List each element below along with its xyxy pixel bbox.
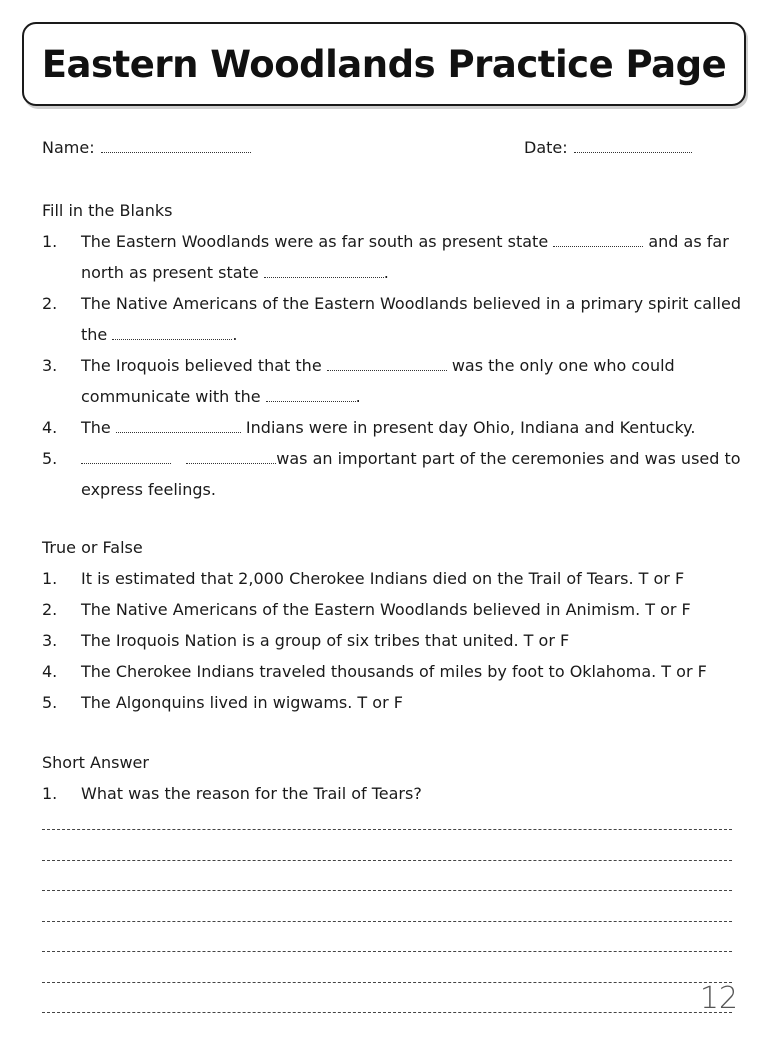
tf-item [42,563,742,594]
section-heading: Fill in the Blanks [42,201,173,220]
question-item [42,288,742,350]
answer-blank[interactable] [553,236,643,247]
true-or-false-section [42,532,742,718]
short-answer-item [42,778,742,809]
question-text: The Indians were in present day Ohio, Indiana and Kentucky. [81,418,696,437]
question-item [42,350,742,412]
question-text: The Iroquois believed that the was the only one who could communicate with the . [81,356,675,406]
question-text: What was the reason for the Trail of Tears? [81,784,422,803]
question-text: The Algonquins lived in wigwams. T or F [81,693,403,712]
question-number: 4. [42,662,58,681]
date-field [524,138,692,157]
answer-line[interactable] [42,829,732,860]
question-text: was an important part of the ceremonies and was used to express feelings. [81,449,741,499]
question-text: It is estimated that 2,000 Cherokee Indians died on the Trail of Tears. T or F [81,569,685,588]
question-number: 4. [42,418,58,437]
page-title: Eastern Woodlands Practice Page [41,42,727,86]
question-item [42,443,742,505]
question-number: 5. [42,449,58,468]
question-number: 3. [42,631,58,650]
page-number: 12 [699,981,738,1016]
section-heading: True or False [42,538,143,557]
name-field [42,138,251,157]
answer-blank[interactable] [327,360,447,371]
answer-blank[interactable] [116,422,241,433]
question-text: The Cherokee Indians traveled thousands of miles by foot to Oklahoma. T or F [81,662,707,681]
answer-line[interactable] [42,951,732,982]
answer-blank[interactable] [81,453,171,464]
name-line[interactable] [101,140,251,153]
question-item [42,412,742,443]
question-number: 1. [42,784,58,803]
question-number: 2. [42,294,58,313]
fill-in-the-blanks-section [42,195,742,505]
tf-item [42,687,742,718]
question-text: The Native Americans of the Eastern Woodlands believed in Animism. T or F [81,600,691,619]
answer-blank[interactable] [264,267,384,278]
answer-blank[interactable] [186,453,276,464]
question-item [42,226,742,288]
answer-lines[interactable] [42,829,732,1043]
short-answer-section [42,747,742,809]
question-number: 5. [42,693,58,712]
question-number: 1. [42,569,58,588]
answer-blank[interactable] [112,329,232,340]
question-text: The Eastern Woodlands were as far south as present state and as far north as present state . [81,232,729,282]
tf-item [42,656,742,687]
answer-blank[interactable] [266,391,356,402]
date-label: Date: [524,138,568,157]
answer-line[interactable] [42,921,732,952]
title-box [22,22,746,106]
question-number: 3. [42,356,58,375]
tf-item [42,594,742,625]
answer-line[interactable] [42,860,732,891]
section-heading: Short Answer [42,753,149,772]
question-text: The Native Americans of the Eastern Woodlands believed in a primary spirit called the . [81,294,741,344]
question-number: 2. [42,600,58,619]
answer-line[interactable] [42,1012,732,1043]
answer-line[interactable] [42,890,732,921]
name-date-row [42,138,732,162]
question-number: 1. [42,232,58,251]
name-label: Name: [42,138,95,157]
tf-item [42,625,742,656]
answer-line[interactable] [42,982,732,1013]
question-text: The Iroquois Nation is a group of six tribes that united. T or F [81,631,570,650]
date-line[interactable] [574,140,692,153]
